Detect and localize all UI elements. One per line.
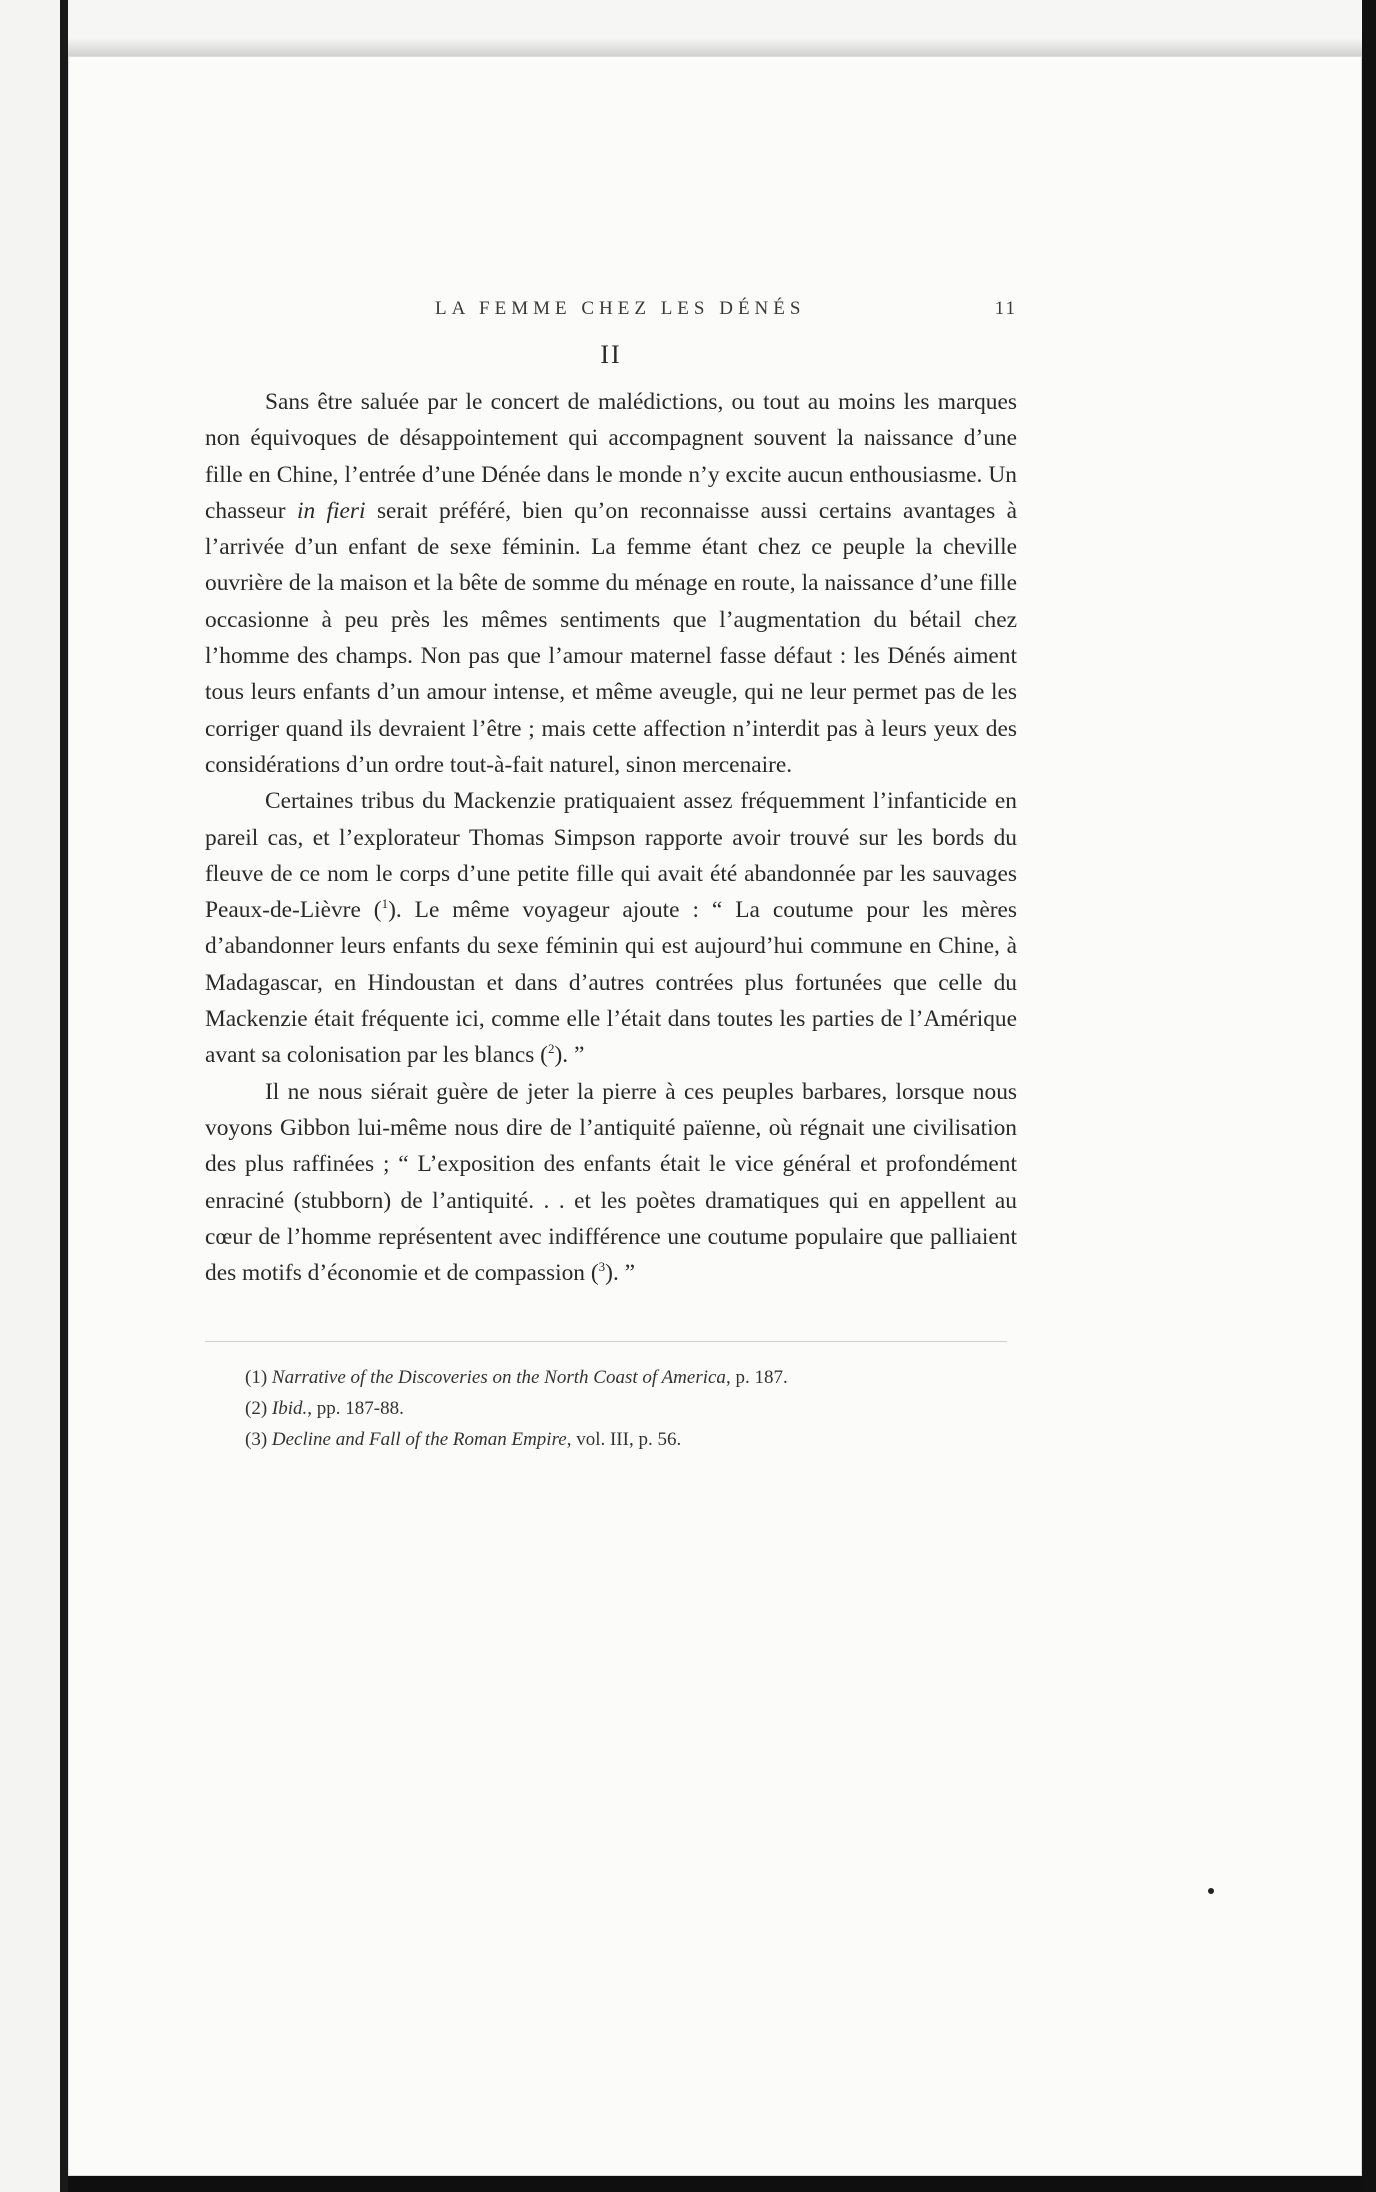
running-head <box>205 290 1017 330</box>
running-head-title: LA FEMME CHEZ LES DÉNÉS <box>435 298 806 319</box>
scan-top-margin <box>0 0 1376 56</box>
page-number: 11 <box>994 298 1017 319</box>
paragraph <box>205 1074 1017 1292</box>
footnote <box>245 1393 1017 1424</box>
footnote-title: Narrative of the Discoveries on the North Coast of America <box>271 1367 726 1389</box>
scan-left-margin <box>0 0 68 2192</box>
footnote <box>245 1362 1017 1393</box>
footnote-mark: (1) <box>245 1367 268 1389</box>
paragraph-text: ). ” <box>554 1042 585 1069</box>
paragraph-text: ). ” <box>605 1260 636 1287</box>
section-number: II <box>600 340 622 369</box>
footnote-ref-pages: , p. 187. <box>725 1367 788 1389</box>
footnote-title: Decline and Fall of the Roman Empire <box>271 1429 567 1451</box>
paragraph-text: Sans être saluée par le concert de malédictions, ou tout au moins les marques non équivoques de désappointement qui accompagnent souvent la naissance d’une fille en Chine, l’entrée d’une Dénée dans le monde n’y excite aucun enthousiasme. Un chasseur <box>205 389 1017 524</box>
paragraph-text: Certaines tribus du Mackenzie pratiquaient assez fréquemment l’infanticide en pareil cas, et l’explorateur Thomas Simpson rapporte avoir trouvé sur les bords du fleuve de ce nom le corps d’une petite fille qui avait été abandonnée par les sauvages Peaux-de-Lièvre ( <box>205 788 1017 924</box>
paragraph-text: serait préféré, bien qu’on reconnaisse aussi certains avantages à l’arrivée d’un enfant de sexe féminin. La femme étant chez ce peuple la cheville ouvrière de la maison et la bête de somme du ménage en route, la naissance d’une fille occasionne à peu près les mêmes sentiments que l’augmentation du bétail chez l’homme des champs. Non pas que l’amour maternel fasse défaut : les Dénés aiment tous leurs enfants d’un amour intense, et même aveugle, qui ne leur permet pas de les corriger quand ils devraient l’être ; mais cette affection n’interdit pas à leurs yeux des considérations d’un ordre tout-à-fait naturel, sinon mercenaire. <box>205 497 1017 778</box>
body-text <box>205 384 1017 1291</box>
paragraph <box>205 384 1017 783</box>
scan-right-edge <box>1362 0 1376 2192</box>
footnote <box>245 1424 1017 1455</box>
scan-speck <box>1208 1888 1214 1894</box>
footnote-mark: (2) <box>245 1398 268 1420</box>
footnote-rule <box>205 1341 1007 1342</box>
footnote-ref: 2 <box>547 1041 555 1057</box>
footnotes <box>205 1362 1017 1455</box>
footnote-ref-pages: , pp. 187-88. <box>307 1398 404 1420</box>
footnote-ref: 1 <box>381 896 389 912</box>
page-content <box>205 290 1017 1455</box>
footnote-ref-pages: , vol. III, p. 56. <box>566 1429 682 1451</box>
footnote-title: Ibid. <box>271 1398 308 1420</box>
footnote-ref: 3 <box>598 1259 606 1275</box>
italic-term: in fieri <box>296 497 366 524</box>
footnote-mark: (3) <box>245 1429 268 1451</box>
paragraph-text: ). Le même voyageur ajoute : “ La coutume pour les mères d’abandonner leurs enfants du sexe féminin qui est aujourd’hui commune en Chine, à Madagascar, en Hindoustan et dans d’autres contrées plus fortunées que celle du Mackenzie était fréquente ici, comme elle l’était dans toutes les parties de l’Amérique avant sa colonisation par les blancs ( <box>205 897 1017 1069</box>
paragraph-text: Il ne nous siérait guère de jeter la pierre à ces peuples barbares, lorsque nous voyons Gibbon lui-même nous dire de l’antiquité païenne, où régnait une civilisation des plus raffinées ; “ L’exposition des enfants était le vice général et profondément enraciné (stubborn) de l’antiquité. . . et les poètes dramatiques qui en appellent au cœur de l’homme représentent avec indifférence une coutume populaire que palliaient des motifs d’économie et de compassion ( <box>205 1078 1017 1287</box>
paragraph <box>205 783 1017 1073</box>
